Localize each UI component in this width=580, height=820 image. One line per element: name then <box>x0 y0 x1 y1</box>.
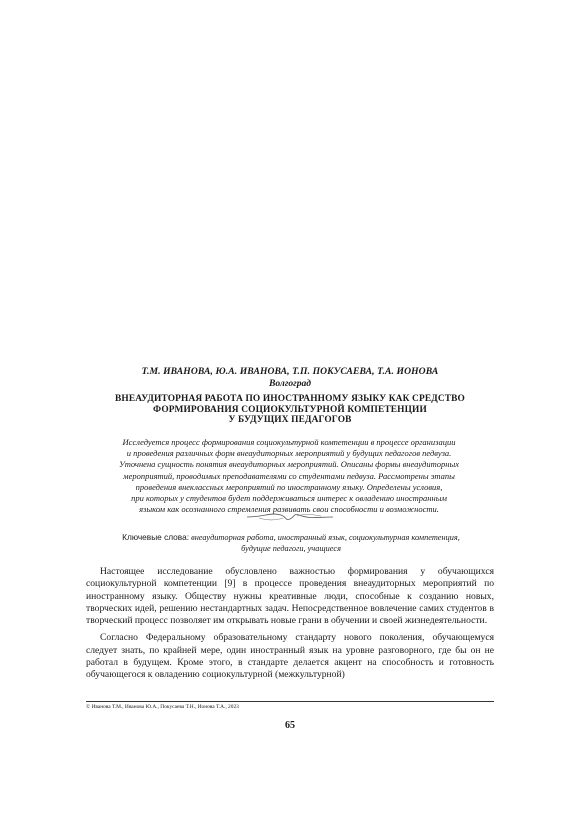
footnote-rule <box>86 701 494 702</box>
article-body <box>86 566 494 687</box>
article-authors: Т.М. ИВАНОВА, Ю.А. ИВАНОВА, Т.П. ПОКУСАЕВА, Т.А. ИОНОВА <box>141 366 439 377</box>
keywords-block <box>100 532 482 554</box>
abstract-line: проведения внеклассных мероприятий по иностранному языку. Определены условия, <box>135 481 443 492</box>
keywords-line: будущие педагоги, учащиеся <box>241 544 341 554</box>
abstract-line: Уточнена сущность понятия внеаудиторных мероприятий. Описаны формы внеаудиторных <box>119 459 459 470</box>
body-paragraph: Согласно Федеральному образовательному стандарту нового поколения, обучающемуся следует знать, по крайней мере, один иностранный язык на уровне разговорного, где бы он не работал в будущем. Кроме этого, в стандарте делается акцент на способность и готовность обучающегося к овладению социокультурной (межкультурной) <box>86 632 494 681</box>
abstract-line: Исследуется процесс формирования социокультурной компетенции в процессе организации <box>122 437 456 447</box>
title-line: ВНЕАУДИТОРНАЯ РАБОТА ПО ИНОСТРАННОМУ ЯЗЫКУ КАК СРЕДСТВО <box>114 394 466 404</box>
abstract-line: мероприятий, проводимых преподавателями со студентами педвуза. Рассмотрены этапы <box>123 470 455 481</box>
article-abstract <box>86 437 492 515</box>
article-title <box>80 394 500 426</box>
title-line: ФОРМИРОВАНИЯ СОЦИОКУЛЬТУРНОЙ КОМПЕТЕНЦИИ <box>153 404 427 415</box>
copyright-note: © Иванова Т.М., Иванова Ю.А., Покусаева Т.Н., Ионова Т.А., 2023 <box>86 704 239 710</box>
body-paragraph: Настоящее исследование обусловлено важностью формирования у обучающихся социокультурной компетенции [9] в процессе проведения внеаудиторных мероприятий по иностранному языку. Обществу нужны креативные люди, способные к созданию новых, творческих идей, решению нестандартных задач. Непосредственное вовлечение самих студентов в творческий процесс позволяет им открывать новые грани в обучении и своей жизнедеятельности. <box>86 566 494 627</box>
abstract-line: и проведения различных форм внеаудиторных мероприятий у будущих педагогов педвуза. <box>126 448 452 459</box>
keywords-text: внеаудиторная работа, иностранный язык, социокультурная компетенция, <box>191 533 460 542</box>
keywords-line <box>100 532 482 543</box>
title-line: У БУДУЩИХ ПЕДАГОГОВ <box>228 415 352 426</box>
page-number: 65 <box>285 720 295 731</box>
ornament-divider-icon <box>245 510 335 524</box>
abstract-line: языком как осознанного стремления развивать свои способности и возможности. <box>139 504 439 515</box>
abstract-line: при которых у студентов будет поддерживаться интерес к овладению иностранным <box>131 493 447 504</box>
keywords-label: Ключевые слова: <box>122 532 190 542</box>
author-city: Волгоград <box>268 378 312 389</box>
